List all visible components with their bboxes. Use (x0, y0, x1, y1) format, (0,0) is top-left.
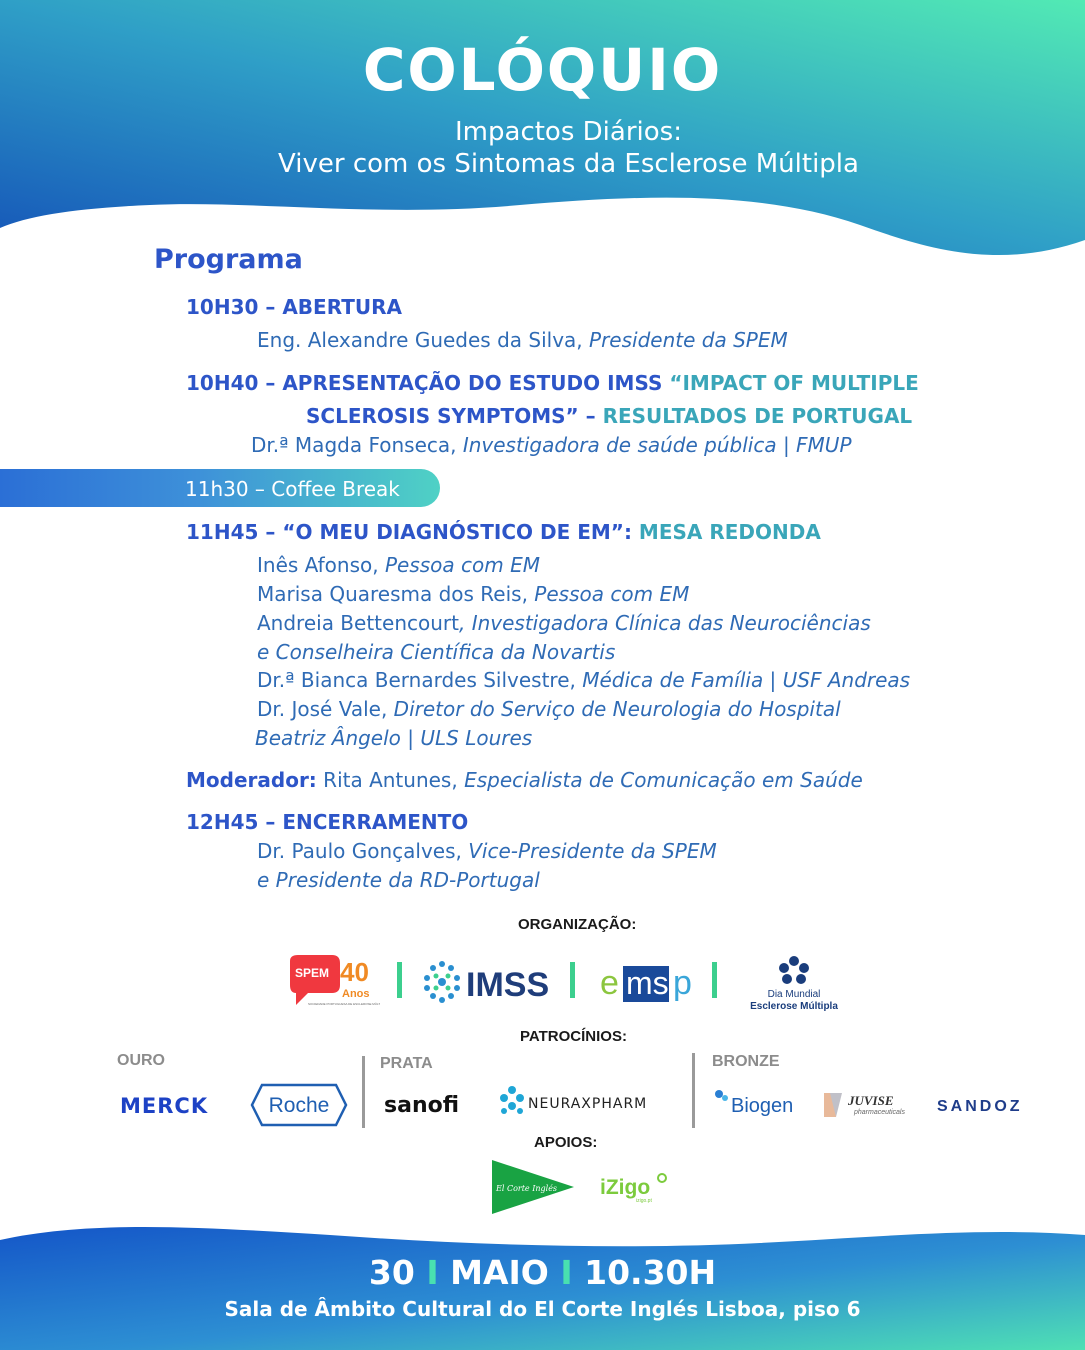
speaker-name: Dr. Paulo Gonçalves, (257, 839, 462, 863)
neuraxpharm-logo (498, 1084, 676, 1118)
speaker-role: Vice-Presidente da SPEM (461, 839, 717, 863)
event-subtitle-line1: Impactos Diários: (455, 117, 682, 147)
tier-silver-label: PRATA (380, 1055, 433, 1072)
juvise-wordmark: JUVISE (848, 1093, 894, 1108)
emsp-logo (598, 960, 703, 1004)
participant-role: , Investigadora Clínica das Neurociências (458, 611, 871, 635)
tier-divider (362, 1056, 365, 1128)
moderator-label: Moderador: (186, 768, 317, 792)
coffee-break-label: 11h30 – Coffee Break (185, 477, 400, 501)
neuraxpharm-logo-mark (498, 1084, 676, 1118)
sanofi-wordmark: sanofi (384, 1093, 460, 1118)
event-title: COLÓQUIO (362, 36, 723, 104)
speaker-role: Investigadora de saúde pública | FMUP (456, 433, 852, 457)
roundtable-participant-5 (257, 697, 841, 721)
sanofi-logo-mark (382, 1088, 474, 1122)
organization-label: ORGANIZAÇÃO: (518, 916, 637, 933)
el-corte-ingles-wordmark: El Corte Inglés (496, 1184, 558, 1193)
dia-mundial-text-2: Esclerose Múltipla (750, 1001, 838, 1012)
participant-role: Médica de Família | USF Andreas (575, 668, 911, 692)
participant-role: Diretor do Serviço de Neurologia do Hospital (387, 697, 841, 721)
emsp-e: e (600, 964, 619, 1002)
moderator-role: Especialista de Comunicação em Saúde (457, 768, 863, 792)
org-divider (397, 962, 402, 998)
biogen-logo (713, 1086, 799, 1118)
event-venue: Sala de Âmbito Cultural do El Corte Inglés Lisboa, piso 6 (224, 1297, 861, 1321)
roundtable-participant-3-cont (257, 640, 615, 664)
org-divider (712, 962, 717, 998)
imss-logo (420, 958, 555, 1006)
izigo-small: izigo.pt (636, 1198, 652, 1204)
tier-gold-label: OURO (117, 1052, 165, 1069)
date-separator: I (560, 1253, 573, 1292)
agenda-item-closing: 12H45 – ENCERRAMENTO (186, 810, 469, 834)
spem-40: 40 (340, 957, 369, 987)
roundtable-head-b: MESA REDONDA (638, 520, 821, 544)
merck-logo (118, 1090, 224, 1120)
roundtable-participant-4 (257, 668, 910, 692)
sponsors-label: PATROCÍNIOS: (520, 1028, 627, 1045)
participant-name: Dr.ª Bianca Bernardes Silvestre, (257, 668, 576, 692)
speaker-role: Presidente da SPEM (582, 328, 788, 352)
neuraxpharm-wordmark: NEURAXPHARM (528, 1096, 648, 1112)
event-subtitle-line2: Viver com os Sintomas da Esclerose Múltipla (278, 149, 859, 179)
juvise-sub: pharmaceuticals (854, 1109, 905, 1116)
date-separator: I (426, 1253, 439, 1292)
roundtable-participant-1 (257, 553, 540, 577)
participant-name: Dr. José Vale, (257, 697, 388, 721)
event-month: MAIO (450, 1253, 549, 1292)
spem-small-text: SOCIEDADE PORTUGUESA DE ESCLEROSE MÚLTIPLA (308, 1002, 380, 1006)
closing-speaker-cont (257, 868, 540, 892)
agenda-item-roundtable (186, 520, 821, 544)
roundtable-participant-5-cont (255, 726, 532, 750)
emsp-logo-mark (598, 960, 703, 1004)
participant-role: Pessoa com EM (378, 553, 540, 577)
study-head-line2-a: SCLEROSIS SYMPTOMS” – (306, 404, 603, 428)
agenda-item-study (186, 371, 919, 395)
tier-divider (692, 1053, 695, 1128)
dia-mundial-logo (748, 955, 840, 1013)
opening-speaker (257, 328, 788, 352)
imss-logo-mark (420, 958, 555, 1006)
agenda-item-opening: 10H30 – ABERTURA (186, 295, 402, 319)
roundtable-participant-2 (257, 582, 689, 606)
participant-role-cont: Beatriz Ângelo | ULS Loures (255, 726, 533, 750)
program-title: Programa (154, 244, 303, 275)
study-head-line2-b: RESULTADOS DE PORTUGAL (602, 404, 913, 428)
spem-logo-mark (288, 955, 380, 1017)
roche-wordmark: Roche (268, 1094, 330, 1117)
speaker-name: Dr.ª Magda Fonseca, (251, 433, 457, 457)
biogen-logo-mark (713, 1086, 799, 1118)
spem-logo (288, 955, 380, 1017)
org-divider (570, 962, 575, 998)
supports-label: APOIOS: (534, 1134, 598, 1151)
emsp-ms: ms (626, 965, 669, 1001)
emsp-p: p (673, 964, 692, 1002)
roche-logo (250, 1082, 348, 1128)
sandoz-logo-mark (936, 1092, 1040, 1118)
participant-name: Inês Afonso, (257, 553, 379, 577)
event-time: 10.30H (584, 1253, 717, 1292)
juvise-logo-mark (822, 1089, 922, 1121)
study-head-a: 10H40 – APRESENTAÇÃO DO ESTUDO IMSS (186, 371, 670, 395)
biogen-wordmark: Biogen (731, 1095, 794, 1117)
participant-role-cont: e Conselheira Científica da Novartis (257, 640, 616, 664)
juvise-logo (822, 1089, 922, 1121)
merck-wordmark: MERCK (120, 1094, 209, 1118)
spem-anos: Anos (342, 988, 370, 1000)
participant-name: Andreia Bettencourt (257, 611, 459, 635)
agenda-item-study-line2 (306, 404, 912, 428)
event-date-time (0, 1253, 1085, 1292)
moderator-line (186, 768, 863, 792)
event-day: 30 (368, 1253, 415, 1292)
sandoz-wordmark: SANDOZ (937, 1098, 1023, 1115)
speaker-name: Eng. Alexandre Guedes da Silva, (257, 328, 583, 352)
moderator-name: Rita Antunes, (316, 768, 458, 792)
participant-role: Pessoa com EM (527, 582, 690, 606)
merck-logo-mark (118, 1090, 224, 1120)
study-speaker (251, 433, 852, 457)
roundtable-head-a: 11H45 – “O MEU DIAGNÓSTICO DE EM”: (186, 520, 639, 544)
dia-mundial-text-1: Dia Mundial (767, 989, 821, 1000)
tier-bronze-label: BRONZE (712, 1053, 780, 1070)
closing-speaker (257, 839, 717, 863)
dia-mundial-logo-mark (748, 955, 840, 1013)
izigo-wordmark: iZigo (600, 1176, 651, 1199)
participant-name: Marisa Quaresma dos Reis, (257, 582, 528, 606)
study-head-b: “IMPACT OF MULTIPLE (669, 371, 919, 395)
imss-wordmark: IMSS (466, 966, 550, 1004)
roche-logo-mark (250, 1082, 348, 1128)
sanofi-logo (382, 1088, 474, 1122)
spem-wordmark: SPEM (295, 966, 330, 980)
roundtable-participant-3 (257, 611, 871, 635)
sandoz-logo (936, 1092, 1040, 1118)
speaker-role-cont: e Presidente da RD-Portugal (257, 868, 540, 892)
